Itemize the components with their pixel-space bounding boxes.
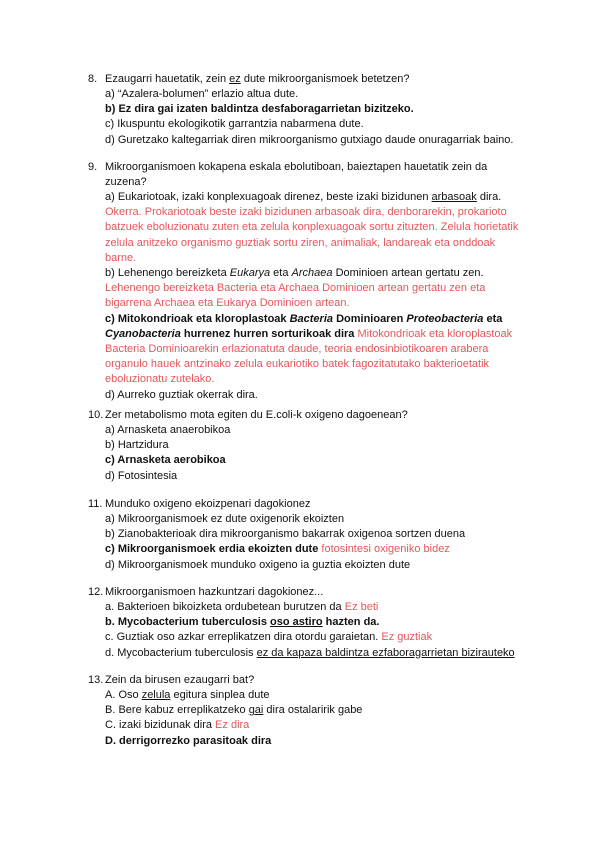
question-11 [88, 497, 528, 573]
option-c: c) Ikuspuntu ekologikotik garrantzia nabarmena dute. [105, 118, 364, 131]
question-text: Ezaugarri hauetatik, zein ez dute mikroorganismoek betetzen? [105, 73, 410, 85]
question-number: 13. [88, 674, 104, 686]
option-a-note: Okerra. Prokariotoak beste izaki bizidunen arbasoak dira, denborarekin, prokarioto batzuek eboluzionatu zuten eta zelula konplexuagoak sortu zituzten. Zelula horietatik zelula anitzeko organismo guztiak sortu ziren, animaliak, landareak eta onddoak barne. [105, 206, 519, 264]
question-text: Zein da birusen ezaugarri bat? [105, 674, 255, 686]
option-c-note: Ez guztiak [378, 631, 433, 644]
option-b: b) Zianobakterioak dira mikroorganismo bakarrak oxigenoa sortzen duena [105, 528, 466, 541]
option-d: d) Fotosintesia [105, 469, 178, 482]
option-c-correct: c) Mitokondrioak eta kloroplastoak Bacteria Dominioaren Proteobacteria eta Cyanobacteria hurrenez hurren sorturikoak dira Mitokondrioak eta kloroplastoak Bacteria Dominioarekin erlazionatuta daude, teoria endosinbiotikoaren arabera organulo hauek antzinako zelula eukariotiko batek fagozitatutako bakterioetatik eboluzionatu zutelako. [105, 312, 513, 386]
question-10 [88, 408, 528, 484]
option-a: a) “Azalera-bolumen” erlazio altua dute. [105, 88, 299, 100]
option-a-note: Ez beti [341, 601, 379, 613]
option-b-note: Lehenengo bereizketa Bacteria eta Archaea Dominioen artean gertatu zen eta bigarrena Archaea eta Eukarya Dominioen artean. [105, 282, 486, 310]
question-9 [88, 160, 528, 403]
option-c-correct: c) Arnasketa aerobikoa [105, 454, 226, 467]
question-number: 8. [88, 73, 98, 85]
option-c: c. Guztiak oso azkar erreplikatzen dira otordu garaietan. Ez guztiak [105, 631, 433, 644]
option-d: d) Aurreko guztiak okerrak dira. [105, 388, 258, 401]
option-c-correct: c) Mikroorganismoek erdia ekoizten dute fotosintesi oxigeniko bidez [105, 543, 450, 556]
option-b-correct: b. Mycobacterium tuberculosis oso astiro hazten da. [105, 616, 380, 629]
option-d-correct: D. derrigorrezko parasitoak dira [105, 734, 272, 747]
question-number: 11. [88, 498, 103, 510]
option-c: C. izaki bizidunak dira Ez dira [105, 719, 250, 732]
option-a: a) Eukariotoak, izaki konplexuagoak direnez, beste izaki bizidunen arbasoak dira. [105, 191, 502, 203]
option-b: b) Lehenengo bereizketa Eukarya eta Archaea Dominioen artean gertatu zen. [105, 267, 484, 280]
option-d: d) Mikroorganismoek munduko oxigeno ia guztia ekoizten dute [105, 558, 411, 571]
question-number: 10. [88, 409, 104, 421]
option-a: a) Mikroorganismoek ez dute oxigenorik ekoizten [105, 513, 345, 525]
option-a: a. Bakterioen bikoizketa ordubetean burutzen da Ez beti [105, 601, 379, 613]
question-text: Mikroorganismoen kokapena eskala ebolutiboan, baieztapen hauetatik zein da zuzena? [105, 161, 488, 188]
option-c-note: fotosintesi oxigeniko bidez [318, 543, 450, 556]
question-8 [88, 72, 528, 148]
question-number: 9. [88, 161, 98, 173]
option-c-note: Mitokondrioak eta kloroplastoak Bacteria Dominioarekin erlazionatuta daude, teoria endosinbiotikoaren arabera organulo hauek antzinako zelula eukariotiko batek fagozitatutako bakterioetatik eboluzionatu zutelako. [105, 327, 513, 386]
option-c-note: Ez dira [212, 719, 250, 732]
question-text: Munduko oxigeno ekoizpenari dagokionez [105, 498, 311, 510]
option-b: B. Bere kabuz erreplikatzeko gai dira ostalaririk gabe [105, 704, 363, 717]
option-b: b) Hartzidura [105, 439, 169, 452]
question-text: Mikroorganismoen hazkuntzari dagokionez... [105, 586, 324, 598]
question-13 [88, 673, 528, 749]
option-a: a) Arnasketa anaerobikoa [105, 424, 231, 436]
question-number: 12. [88, 586, 104, 598]
option-d: d. Mycobacterium tuberculosis ez da kapaza baldintza ezfaboragarrietan bizirauteko [105, 646, 515, 659]
question-text: Zer metabolismo mota egiten du E.coli-k oxigeno dagoenean? [105, 409, 408, 421]
question-12 [88, 585, 528, 661]
option-a: A. Oso zelula egitura sinplea dute [105, 689, 270, 701]
option-b-correct: b) Ez dira gai izaten baldintza desfaboragarrietan bizitzeko. [105, 103, 414, 116]
option-d: d) Guretzako kaltegarriak diren mikroorganismo gutxiago daude onuragarriak baino. [105, 133, 514, 146]
